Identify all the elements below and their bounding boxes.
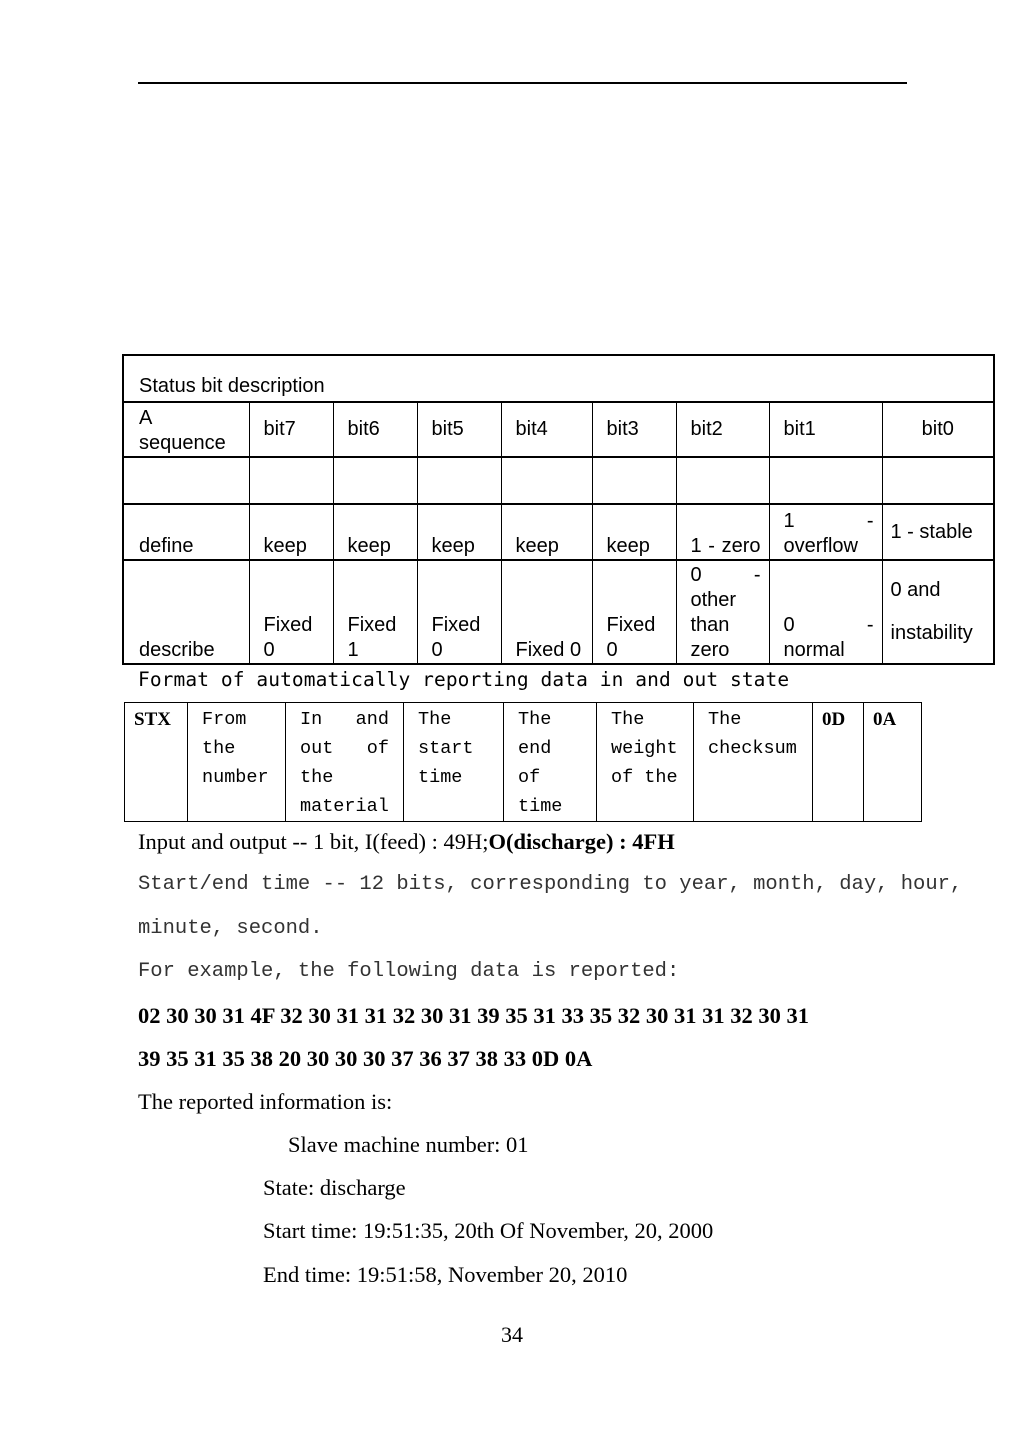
format-weight: The weight of the: [597, 703, 694, 822]
header-bit4: bit4: [501, 402, 592, 457]
define-label: define: [123, 504, 249, 560]
header-bit0: bit0: [882, 402, 994, 457]
describe-bit0-text: 0 and instability: [890, 579, 973, 644]
format-stx: STX: [125, 703, 188, 822]
status-table-title: Status bit description: [123, 355, 994, 402]
header-bit7: bit7: [249, 402, 333, 457]
format-in-out: In and out of the material: [286, 703, 404, 822]
state-line: State: discharge: [263, 1175, 406, 1200]
hex-line-2: 39 35 31 35 38 20 30 30 30 37 36 37 38 33 0D 0A: [138, 1046, 593, 1071]
describe-label: describe: [123, 560, 249, 664]
status-bit-table: [122, 354, 995, 665]
time-line-1: Start/end time -- 12 bits, corresponding to year, month, day, hour,: [138, 873, 963, 896]
example-line: For example, the following data is reported:: [138, 960, 680, 983]
format-table: [124, 702, 922, 822]
define-bit0: 1 - stable: [882, 504, 994, 560]
describe-bit7: Fixed 0: [249, 560, 333, 664]
format-end-time: The end of time: [504, 703, 597, 822]
format-number: From the number: [188, 703, 286, 822]
io-line-a: Input and output -- 1 bit, I(feed) : 49H;: [138, 829, 489, 854]
header-rule: [138, 82, 907, 84]
header-bit1: bit1: [769, 402, 882, 457]
define-bit1: 1 - overflow: [769, 504, 882, 560]
start-time-line: Start time: 19:51:35, 20th Of November, 20, 2000: [263, 1218, 714, 1243]
header-bit2: bit2: [676, 402, 769, 457]
format-checksum: The checksum: [694, 703, 813, 822]
define-bit7: keep: [249, 504, 333, 560]
define-bit6: keep: [333, 504, 417, 560]
define-bit5: keep: [417, 504, 501, 560]
header-bit5: bit5: [417, 402, 501, 457]
define-row: [123, 504, 994, 560]
io-line: [138, 829, 675, 855]
slave-line: Slave machine number: 01: [288, 1132, 529, 1157]
define-bit3: keep: [592, 504, 676, 560]
header-bit6: bit6: [333, 402, 417, 457]
describe-bit0: [882, 560, 994, 664]
format-0d: 0D: [813, 703, 864, 822]
describe-bit2: 0 - other than zero: [676, 560, 769, 664]
format-caption: Format of automatically reporting data in and out state: [138, 668, 790, 691]
describe-bit5: Fixed 0: [417, 560, 501, 664]
format-start-time: The start time: [404, 703, 504, 822]
format-0a: 0A: [864, 703, 922, 822]
define-bit4: keep: [501, 504, 592, 560]
define-bit2: 1 - zero: [676, 504, 769, 560]
describe-bit1: 0 - normal: [769, 560, 882, 664]
describe-bit3: Fixed 0: [592, 560, 676, 664]
empty-row: [123, 457, 994, 504]
describe-row: [123, 560, 994, 664]
page-number: 34: [501, 1322, 523, 1347]
describe-bit6: Fixed 1: [333, 560, 417, 664]
describe-bit4: Fixed 0: [501, 560, 592, 664]
reported-line: The reported information is:: [138, 1089, 393, 1114]
header-bit3: bit3: [592, 402, 676, 457]
end-time-line: End time: 19:51:58, November 20, 2010: [263, 1262, 628, 1287]
time-line-2: minute, second.: [138, 917, 323, 940]
header-sequence: A sequence: [123, 402, 249, 457]
io-line-b: O(discharge) : 4FH: [488, 829, 675, 854]
hex-line-1: 02 30 30 31 4F 32 30 31 31 32 30 31 39 35 31 33 35 32 30 31 31 32 30 31: [138, 1003, 810, 1028]
